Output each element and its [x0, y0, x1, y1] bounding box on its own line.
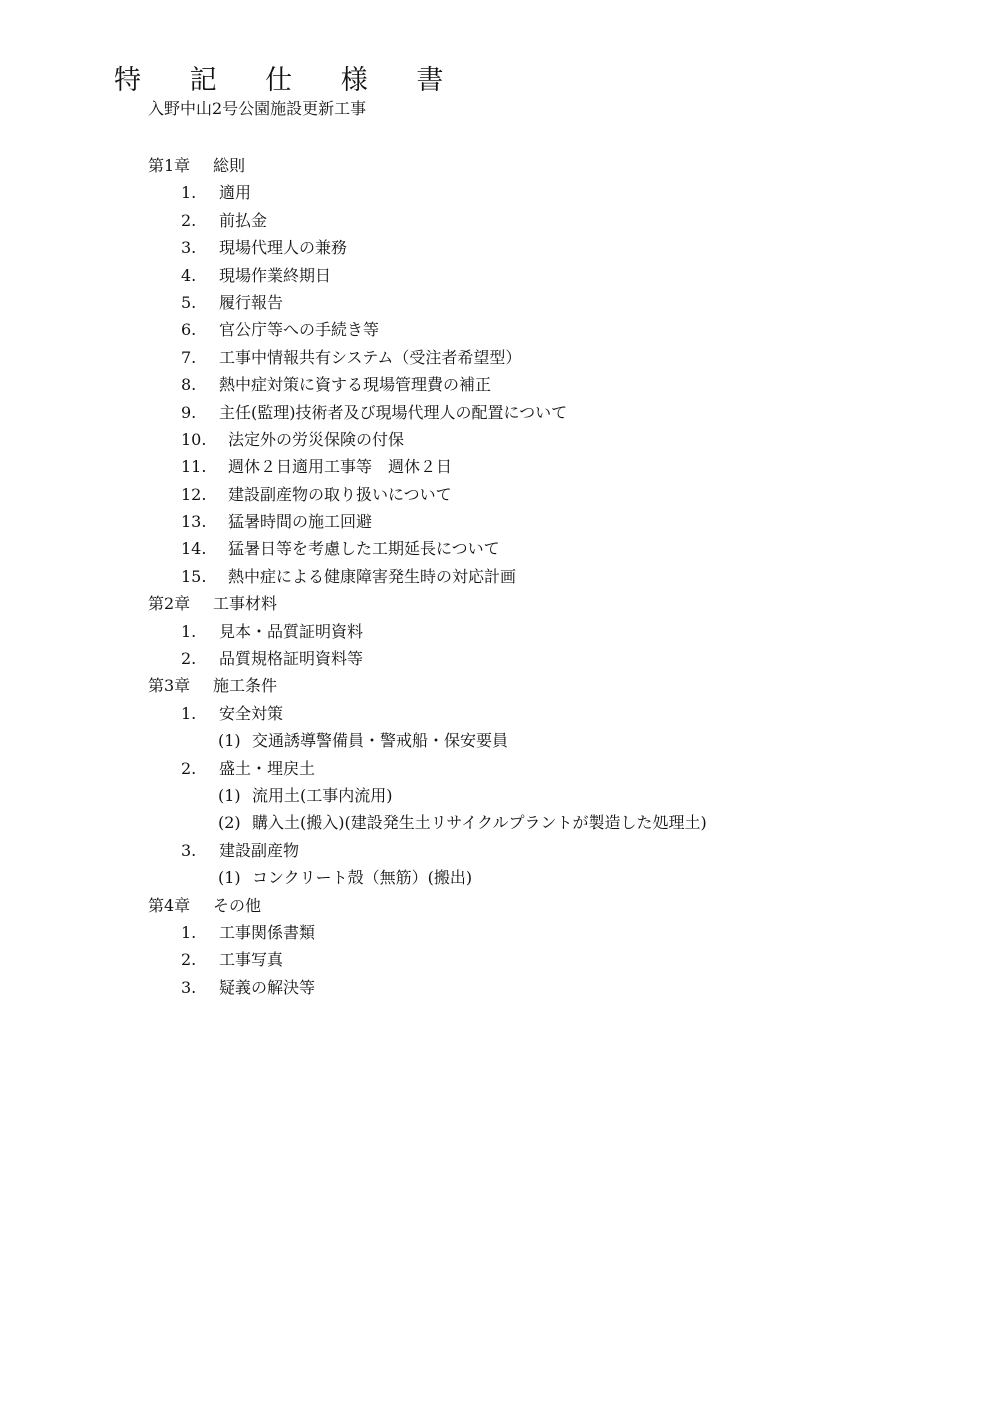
- toc-item: [0, 974, 1000, 1001]
- toc-text: その他: [213, 895, 262, 915]
- toc-item: [0, 837, 1000, 864]
- toc-number: (1): [218, 731, 241, 751]
- toc-text: 猛暑日等を考慮した工期延長について: [228, 539, 500, 559]
- toc-chapter: [0, 152, 1000, 179]
- toc-item: [0, 508, 1000, 535]
- toc-chapter: [0, 672, 1000, 699]
- toc-number: 8.: [181, 375, 197, 395]
- toc-text: 主任(監理)技術者及び現場代理人の配置について: [219, 402, 568, 422]
- toc-text: 工事材料: [213, 594, 278, 614]
- toc-number: 12.: [181, 484, 207, 504]
- toc-item: [0, 453, 1000, 480]
- table-of-contents: [0, 152, 1000, 1001]
- toc-item: [0, 234, 1000, 261]
- toc-number: 3.: [181, 238, 197, 258]
- toc-number: (1): [218, 785, 241, 805]
- toc-item: [0, 316, 1000, 343]
- toc-text: 建設副産物の取り扱いについて: [228, 484, 452, 504]
- toc-text: 工事関係書類: [219, 922, 316, 942]
- toc-text: 猛暑時間の施工回避: [228, 512, 373, 532]
- toc-number: 3.: [181, 840, 197, 860]
- toc-text: 流用土(工事内流用): [252, 785, 393, 805]
- toc-number: 7.: [181, 347, 197, 367]
- toc-chapter: [0, 590, 1000, 617]
- toc-item: [0, 919, 1000, 946]
- toc-number: 1.: [181, 621, 197, 641]
- toc-item: [0, 207, 1000, 234]
- toc-text: 法定外の労災保険の付保: [228, 429, 405, 449]
- toc-number: 2.: [181, 758, 197, 778]
- toc-text: 現場作業終期日: [219, 265, 332, 285]
- toc-item: [0, 700, 1000, 727]
- toc-number: 3.: [181, 977, 197, 997]
- toc-text: 購入土(搬入)(建設発生土リサイクルプラントが製造した処理土): [252, 813, 707, 833]
- toc-text: 熱中症対策に資する現場管理費の補正: [219, 375, 492, 395]
- toc-text: 適用: [219, 183, 252, 203]
- toc-text: 施工条件: [213, 676, 278, 696]
- toc-text: 工事中情報共有システム（受注者希望型）: [219, 347, 522, 367]
- toc-number: 9.: [181, 402, 197, 422]
- toc-number: 14.: [181, 539, 207, 559]
- toc-number: 2.: [181, 950, 197, 970]
- toc-item: [0, 645, 1000, 672]
- toc-item: [0, 481, 1000, 508]
- toc-number: 1.: [181, 703, 197, 723]
- toc-item: [0, 563, 1000, 590]
- toc-number: 15.: [181, 566, 207, 586]
- toc-item: [0, 344, 1000, 371]
- toc-item: [0, 179, 1000, 206]
- toc-text: 建設副産物: [219, 840, 300, 860]
- toc-number: 第3章: [148, 676, 191, 696]
- toc-item: [0, 535, 1000, 562]
- document-title: 特 記 仕 様 書: [114, 65, 464, 96]
- toc-number: 第1章: [148, 156, 191, 175]
- toc-subitem: [0, 727, 1000, 754]
- toc-number: 1.: [181, 183, 197, 203]
- toc-text: 現場代理人の兼務: [219, 238, 348, 258]
- toc-number: 10.: [181, 429, 207, 449]
- toc-number: 第4章: [148, 895, 191, 915]
- toc-text: 週休２日適用工事等 週休２日: [228, 457, 453, 477]
- toc-item: [0, 618, 1000, 645]
- toc-text: 見本・品質証明資料: [219, 621, 364, 641]
- toc-item: [0, 755, 1000, 782]
- toc-number: 13.: [181, 512, 207, 532]
- toc-item: [0, 289, 1000, 316]
- toc-number: 5.: [181, 292, 197, 312]
- toc-number: 1.: [181, 922, 197, 942]
- toc-number: 2.: [181, 210, 197, 230]
- toc-text: 疑義の解決等: [219, 977, 316, 997]
- toc-item: [0, 262, 1000, 289]
- toc-text: コンクリート殻（無筋）(搬出): [252, 868, 473, 888]
- toc-chapter: [0, 892, 1000, 919]
- toc-text: 熱中症による健康障害発生時の対応計画: [228, 566, 517, 586]
- toc-item: [0, 946, 1000, 973]
- toc-number: 第2章: [148, 594, 191, 614]
- toc-text: 前払金: [219, 210, 268, 230]
- toc-text: 盛土・埋戻土: [219, 758, 316, 778]
- toc-item: [0, 371, 1000, 398]
- toc-subitem: [0, 864, 1000, 891]
- toc-item: [0, 426, 1000, 453]
- toc-text: 総則: [213, 156, 246, 175]
- toc-text: 工事写真: [219, 950, 284, 970]
- toc-text: 官公庁等への手続き等: [219, 320, 380, 340]
- toc-subitem: [0, 809, 1000, 836]
- toc-number: 6.: [181, 320, 197, 340]
- toc-number: 2.: [181, 649, 197, 669]
- toc-number: 4.: [181, 265, 197, 285]
- toc-text: 安全対策: [219, 703, 284, 723]
- document-subtitle: 入野中山2号公園施設更新工事: [148, 99, 367, 118]
- toc-subitem: [0, 782, 1000, 809]
- toc-text: 履行報告: [219, 292, 284, 312]
- toc-number: 11.: [181, 457, 207, 477]
- toc-text: 交通誘導警備員・警戒船・保安要員: [252, 731, 509, 751]
- toc-number: (2): [218, 813, 241, 833]
- toc-text: 品質規格証明資料等: [219, 649, 364, 669]
- toc-number: (1): [218, 868, 241, 888]
- toc-item: [0, 399, 1000, 426]
